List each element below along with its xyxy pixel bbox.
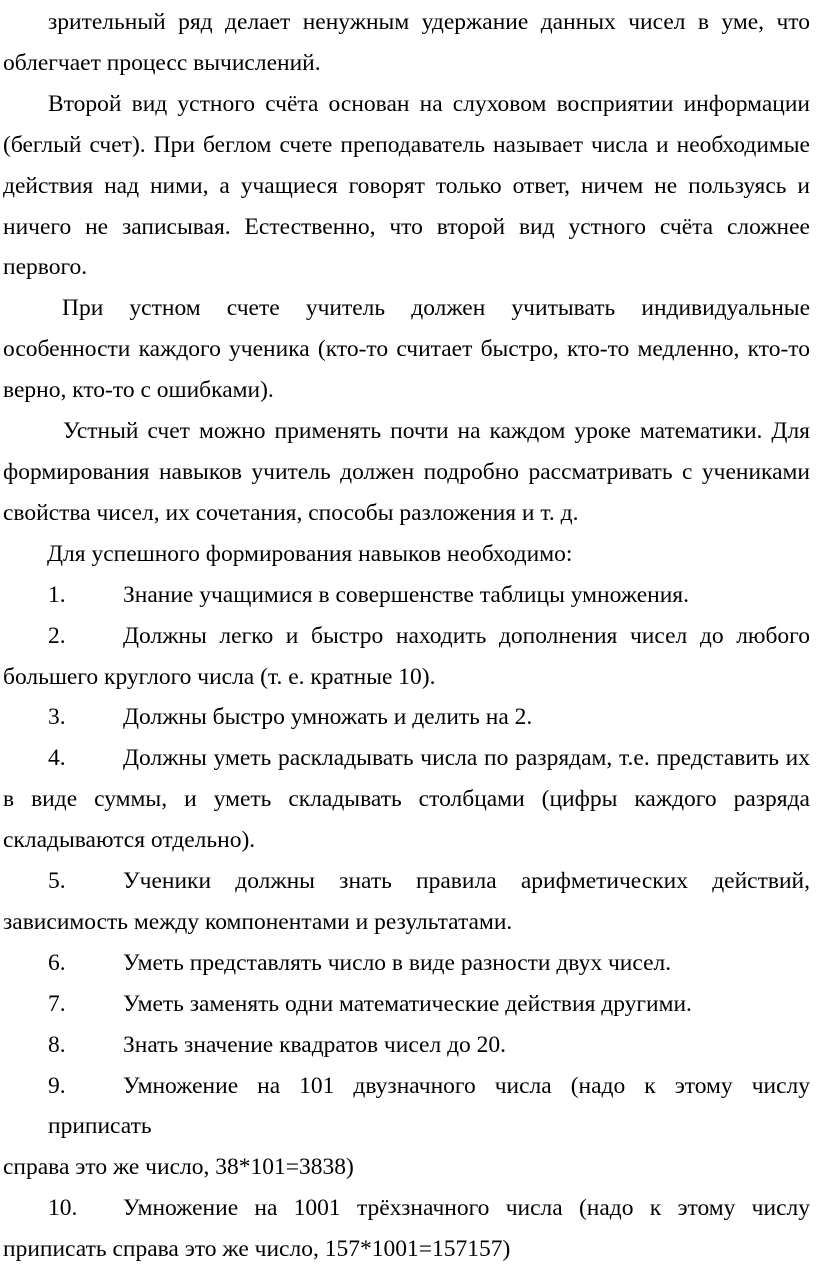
paragraph-line: Для успешного формирования навыков необходимо: — [47, 540, 573, 567]
list-item-line: 1. Знание учащимися в совершенстве таблицы умножения. — [3, 575, 810, 616]
paragraph-line: Второй вид устного счёта основан на слуховом восприятии информации — [48, 90, 810, 117]
list-item-number: 2. — [48, 622, 66, 649]
list-item-number: 6. — [48, 949, 66, 976]
paragraph-line: Устный счет можно применять почти на каждом уроке математики. Для — [63, 418, 810, 445]
list-item-line: 2. Должны легко и быстро находить дополнения чисел до любого — [3, 616, 810, 657]
paragraph-line: действия над ними, а учащиеся говорят только ответ, ничем не пользуясь и — [3, 172, 810, 199]
list-item-line: 4. Должны уметь раскладывать числа по разрядам, т.е. представить их — [3, 738, 810, 779]
paragraph-line: ничего не записывая. Естественно, что второй вид устного счёта сложнее — [3, 213, 810, 240]
list-item-number: 9. — [48, 1072, 66, 1099]
paragraph-line: свойства чисел, их сочетания, способы разложения и т. д. — [3, 499, 579, 526]
list-item-line: в виде суммы, и уметь складывать столбцами (цифры каждого разряда — [3, 786, 810, 813]
paragraph-line: формирования навыков учитель должен подробно рассматривать с учениками — [3, 458, 810, 485]
list-item-line: 7. Уметь заменять одни математические действия другими. — [3, 984, 810, 1025]
paragraph-line: верно, кто-то с ошибками). — [3, 377, 274, 404]
paragraph-line: облегчает процесс вычислений. — [3, 49, 321, 76]
list-item-line: 3. Должны быстро умножать и делить на 2. — [3, 697, 810, 738]
list-item-line: складываются отдельно). — [3, 827, 256, 854]
list-item-line: 8. Знать значение квадратов чисел до 20. — [3, 1025, 810, 1066]
paragraph-line: зрительный ряд делает ненужным удержание данных чисел в уме, что — [48, 9, 810, 35]
list-item-number: 3. — [48, 704, 66, 731]
list-item-number: 4. — [48, 745, 66, 772]
paragraph-line: первого. — [3, 254, 88, 281]
list-item-line: зависимость между компонентами и результатами. — [3, 908, 513, 935]
list-item-number: 8. — [48, 1031, 66, 1058]
list-item-number: 5. — [48, 868, 66, 895]
list-item-line: справа это же число, 38*101=3838) — [3, 1154, 354, 1181]
paragraph-line: При устном счете учитель должен учитывать индивидуальные — [62, 295, 810, 322]
list-item-line: 9. Умножение на 101 двузначного числа (надо к этому числу приписать — [3, 1066, 810, 1148]
list-item-line: 10. Умножение на 1001 трёхзначного числа (надо к этому числу — [3, 1188, 810, 1229]
list-item-line: большего круглого числа (т. е. кратные 10). — [3, 663, 436, 690]
list-item-number: 10. — [48, 1195, 78, 1222]
list-item-number: 7. — [48, 990, 66, 1017]
paragraph-line: особенности каждого ученика (кто-то считает быстро, кто-то медленно, кто-то — [3, 336, 810, 363]
paragraph-line: (беглый счет). При беглом счете преподаватель называет числа и необходимые — [3, 131, 810, 158]
list-item-line: 6. Уметь представлять число в виде разности двух чисел. — [3, 943, 810, 984]
list-item-line: 5. Ученики должны знать правила арифметических действий, — [3, 861, 810, 902]
list-item-line: приписать справа это же число, 157*1001=157157) — [3, 1236, 511, 1263]
list-item-number: 1. — [48, 581, 66, 608]
